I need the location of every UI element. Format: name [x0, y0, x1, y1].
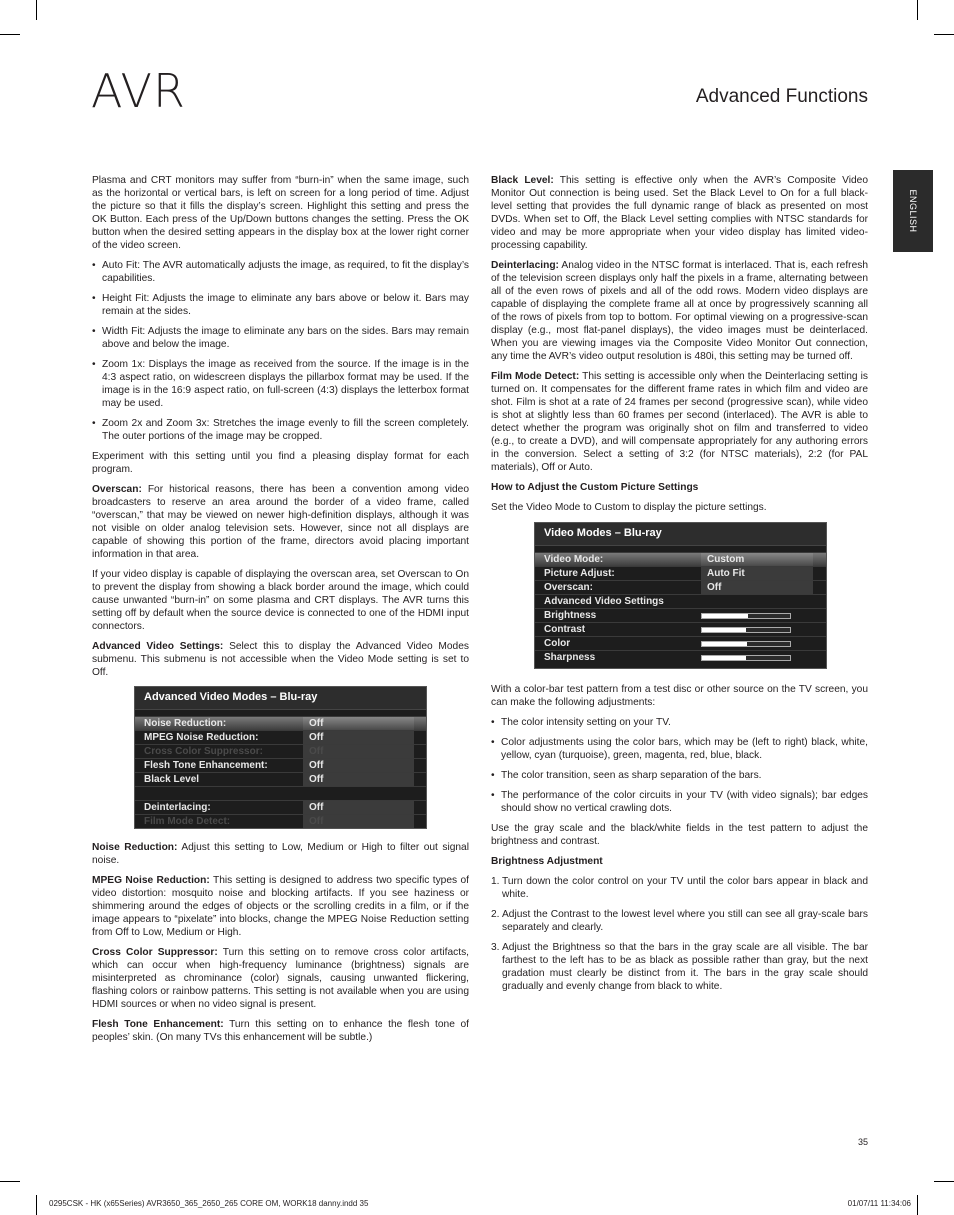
menu-row-label: Color	[544, 638, 571, 649]
overscan-paragraph	[92, 483, 469, 561]
menu-row-label: Picture Adjust:	[544, 568, 615, 579]
left-column	[92, 174, 469, 1051]
step-number: 2.	[491, 909, 500, 920]
menu-row-label: Overscan:	[544, 582, 593, 593]
list-item: • Zoom 1x: Displays the image as received from the source. If the image is in the 4:3 aspect ratio, on widescreen displays the pillarbox format may be used. If the image is in the 16:9 aspect ratio, on full-screen (4:3) displays the letterbox format may be used.	[92, 358, 469, 410]
menu-row-spacer	[135, 786, 426, 800]
menu-row-label: Advanced Video Settings	[544, 596, 664, 607]
intro-paragraph: Plasma and CRT monitors may suffer from “burn-in” when the same image, such as the horizontal or vertical bars, is left on screen for a long period of time. Adjust the picture so that it fills the display’s screen. Highlight this setting and press the OK Button. Each press of the Up/Down buttons changes the setting. Press the OK button when the desired setting appears in the display box at the lower right corner of the video screen.	[92, 175, 469, 251]
crop-mark	[0, 1181, 20, 1182]
film-mode-paragraph	[491, 370, 868, 474]
crop-mark	[0, 34, 20, 35]
menu-row-label: Brightness	[544, 610, 597, 621]
contrast-slider[interactable]	[701, 627, 791, 633]
crop-mark	[917, 1195, 918, 1215]
menu-row-value: Off	[309, 774, 324, 785]
menu-row-video-mode[interactable]	[535, 552, 826, 566]
menu-row-flesh-tone-enhancement[interactable]	[135, 758, 426, 772]
crop-mark	[917, 0, 918, 20]
section-title: Advanced Functions	[695, 86, 868, 107]
experiment-paragraph: Experiment with this setting until you find a pleasing display format for each program.	[92, 451, 469, 475]
step-item	[491, 908, 868, 934]
video-modes-menu	[534, 522, 827, 669]
list-item: • Width Fit: Adjusts the image to eliminate any bars on the sides. Bars may remain above and below the image.	[92, 325, 469, 351]
language-tab	[893, 170, 933, 252]
step-number: 1.	[491, 876, 500, 887]
menu-row-value: Off	[309, 732, 324, 743]
deinterlacing-text: Analog video in the NTSC format is interlaced. That is, each refresh of the television screen displays only half the pixels in a frame, alternating between all of the even rows of pixels and all of the odd rows. Modern video displays are capable of displaying the complete frame all at once by progressively scanning all of the rows of pixels from top to bottom. For optimal viewing on a progressive-scan display (e.g., most flat-panel displays), the video images must be deinterlaced. When you are viewing images via the Composite Video Monitor Out connection, any time the AVR’s video output resolution is 480i, this setting may be turned off.	[491, 260, 868, 362]
how-to-heading: How to Adjust the Custom Picture Settings	[491, 482, 699, 493]
brightness-adjustment-heading: Brightness Adjustment	[491, 856, 603, 867]
menu-row-deinterlacing[interactable]	[135, 800, 426, 814]
list-item: • Color adjustments using the color bars, which may be (left to right) black, white, yellow, cyan (turquoise), green, magenta, red, blue, black.	[491, 736, 868, 762]
overscan-paragraph-2: If your video display is capable of displaying the overscan area, set Overscan to On to prevent the display from showing a black border around the image, which could cause unwanted “burn-in” on some plasma and CRT displays. The AVR turns this setting off by default when the source device is connected to one of the HDMI input connectors.	[92, 569, 469, 632]
slider-fill	[702, 656, 746, 660]
menu-row-value: Custom	[707, 554, 745, 565]
slider-fill	[702, 642, 747, 646]
sharpness-slider[interactable]	[701, 655, 791, 661]
how-to-text: Set the Video Mode to Custom to display the picture settings.	[491, 502, 767, 513]
advanced-video-paragraph	[92, 640, 469, 679]
menu-row-mpeg-noise-reduction[interactable]	[135, 730, 426, 744]
menu-row-label: Noise Reduction:	[144, 718, 227, 729]
menu-row-picture-adjust[interactable]	[535, 566, 826, 580]
right-column	[491, 174, 868, 1000]
menu-title: Advanced Video Modes – Blu-ray	[135, 687, 426, 710]
list-item: • Height Fit: Adjusts the image to eliminate any bars above or below it. Bars may remain at the sides.	[92, 292, 469, 318]
menu-row-value: Off	[707, 582, 722, 593]
menu-row-overscan[interactable]	[535, 580, 826, 594]
crop-mark	[36, 0, 37, 20]
menu-row-value: Off	[309, 802, 324, 813]
menu-row-label: Flesh Tone Enhancement:	[144, 760, 268, 771]
noise-reduction-paragraph	[92, 841, 469, 867]
list-item: • The color transition, seen as sharp separation of the bars.	[491, 769, 868, 782]
menu-row-cross-color-suppressor	[135, 744, 426, 758]
black-level-paragraph	[491, 174, 868, 252]
advanced-video-heading: Advanced Video Settings:	[92, 641, 224, 652]
cross-color-paragraph	[92, 946, 469, 1011]
language-tab-label: ENGLISH	[908, 189, 918, 233]
menu-row-value: Off	[309, 718, 324, 729]
crop-mark	[934, 1181, 954, 1182]
menu-title: Video Modes – Blu-ray	[535, 523, 826, 546]
crop-mark	[36, 1195, 37, 1215]
deinterlacing-paragraph	[491, 259, 868, 363]
menu-row-black-level[interactable]	[135, 772, 426, 786]
menu-row-value: Auto Fit	[707, 568, 745, 579]
menu-row-advanced-video-settings[interactable]	[535, 594, 826, 608]
colorbar-list	[491, 716, 868, 815]
slider-fill	[702, 628, 746, 632]
menu-row-label: Video Mode:	[544, 554, 604, 565]
list-item: • Zoom 2x and Zoom 3x: Stretches the image evenly to fill the screen completely. The outer portions of the image may be cropped.	[92, 417, 469, 443]
crop-mark	[934, 34, 954, 35]
brand-logo: AVR	[91, 64, 186, 118]
list-item: • The performance of the color circuits in your TV (with video signals); bar edges should show no vertical crawling dots.	[491, 789, 868, 815]
menu-row-sharpness[interactable]	[535, 650, 826, 664]
menu-row-label: Deinterlacing:	[144, 802, 211, 813]
menu-row-film-mode-detect	[135, 814, 426, 828]
page-number: 35	[857, 1137, 868, 1147]
mpeg-paragraph	[92, 874, 469, 939]
advanced-video-text: Select this to display the Advanced Video Modes submenu. This submenu is not accessible when the Video Mode setting is set to Off.	[92, 641, 469, 678]
overscan-heading: Overscan:	[92, 484, 142, 495]
menu-row-label: Film Mode Detect:	[144, 816, 231, 827]
slider-fill	[702, 614, 748, 618]
step-text: Turn down the color control on your TV until the color bars appear in black and white.	[502, 876, 868, 900]
step-number: 3.	[491, 942, 500, 953]
overscan-text: For historical reasons, there has been a convention among video broadcasters to reserve an area around the border of a video frame, called “overscan,” that may be viewed on newer high-definition displays, although it was not visible on older analog television sets. However, since not all displays are capable of showing this portion of the frame, directors avoid placing important information in that area.	[92, 484, 469, 560]
menu-row-label: Black Level	[144, 774, 200, 785]
black-level-heading: Black Level:	[491, 175, 554, 186]
menu-row-value: Off	[309, 816, 324, 827]
mpeg-heading: MPEG Noise Reduction:	[92, 875, 210, 886]
black-level-text: This setting is effective only when the AVR’s Composite Video Monitor Out connection is being used. Set the Black Level to On for a full black-level setting that provides the full dynamic range of black as presented on most DVDs. When set to Off, the Black Level setting complies with NTSC standards for video and may be more appropriate when your video display has limited video-processing capability.	[491, 175, 868, 251]
menu-row-value: Off	[309, 746, 324, 757]
film-mode-heading: Film Mode Detect:	[491, 371, 580, 382]
menu-row-brightness[interactable]	[535, 608, 826, 622]
grayscale-paragraph: Use the gray scale and the black/white fields in the test pattern to adjust the brightness and contrast.	[491, 823, 868, 847]
flesh-tone-text: Turn this setting on to enhance the flesh tone of peoples’ skin. (On many TVs this enhancement will be subtle.)	[92, 1019, 469, 1043]
step-item	[491, 941, 868, 993]
deinterlacing-heading: Deinterlacing:	[491, 260, 559, 271]
flesh-tone-paragraph	[92, 1018, 469, 1044]
cross-color-text: Turn this setting on to remove cross color artifacts, which can occur when high-frequency luminance (brightness) signals are misinterpreted as chrominance (color) signals, causing unwanted flickering, flashing colors or rainbow patterns. This setting is not available when you are using HDMI sources or when no video signal is present.	[92, 947, 469, 1010]
advanced-video-modes-menu	[134, 686, 427, 829]
noise-reduction-heading: Noise Reduction:	[92, 842, 178, 853]
mpeg-text: This setting is designed to address two specific types of video distortion: mosquito noise and blocking artifacts. If you see haziness or shimmering around the edges of objects or the scrolling credits in a film, or if the image appears to “pixelate” into blocks, change the MPEG Noise Reduction setting from Off to Low, Medium or High.	[92, 875, 469, 938]
menu-row-label: Cross Color Suppressor:	[144, 746, 263, 757]
brightness-steps	[491, 875, 868, 993]
picture-adjust-list	[92, 259, 469, 443]
menu-row-label: Contrast	[544, 624, 586, 635]
film-mode-text: This setting is accessible only when the Deinterlacing setting is turned on. It compensates for the different frame rates in which film and video are shot. Film is shot at a rate of 24 frames per second (progressive scan), while video is shot at slightly less than 60 frames per second (interlaced). The AVR is able to detect whether the program was originally shot on film and transferred to video (e.g., to create a DVD), and will compensate appropriately for any authoring errors in the conversion. Select a setting of 3:2 (for NTSC materials), 2:2 (for PAL materials), Off or Auto.	[491, 371, 868, 473]
noise-reduction-text: Adjust this setting to Low, Medium or High to filter out signal noise.	[92, 842, 469, 866]
list-item: • The color intensity setting on your TV.	[491, 716, 868, 729]
footer-timestamp: 01/07/11 11:34:06	[847, 1199, 911, 1208]
menu-row-value: Off	[309, 760, 324, 771]
brightness-slider[interactable]	[701, 613, 791, 619]
list-item: • Auto Fit: The AVR automatically adjusts the image, as required, to fit the display’s capabilities.	[92, 259, 469, 285]
menu-row-noise-reduction[interactable]	[135, 716, 426, 730]
flesh-tone-heading: Flesh Tone Enhancement:	[92, 1019, 224, 1030]
color-slider[interactable]	[701, 641, 791, 647]
colorbar-intro: With a color-bar test pattern from a test disc or other source on the TV screen, you can make the following adjustments:	[491, 684, 868, 708]
step-text: Adjust the Brightness so that the bars in the gray scale are all visible. The bar farthest to the left has to be as black as possible rather than gray, but the next gradation must clearly be distinct from it. The bars in the gray scale should gradually and evenly change from black to white.	[502, 942, 868, 992]
menu-row-label: MPEG Noise Reduction:	[144, 732, 259, 743]
step-item	[491, 875, 868, 901]
step-text: Adjust the Contrast to the lowest level where you still can see all gray-scale bars separately and clearly.	[502, 909, 868, 933]
footer-file-info: 0295CSK - HK (x65Series) AVR3650_365_2650_265 CORE OM, WORK18 danny.indd 35	[49, 1199, 369, 1208]
menu-row-contrast[interactable]	[535, 622, 826, 636]
menu-row-label: Sharpness	[544, 652, 596, 663]
cross-color-heading: Cross Color Suppressor:	[92, 947, 218, 958]
menu-row-color[interactable]	[535, 636, 826, 650]
